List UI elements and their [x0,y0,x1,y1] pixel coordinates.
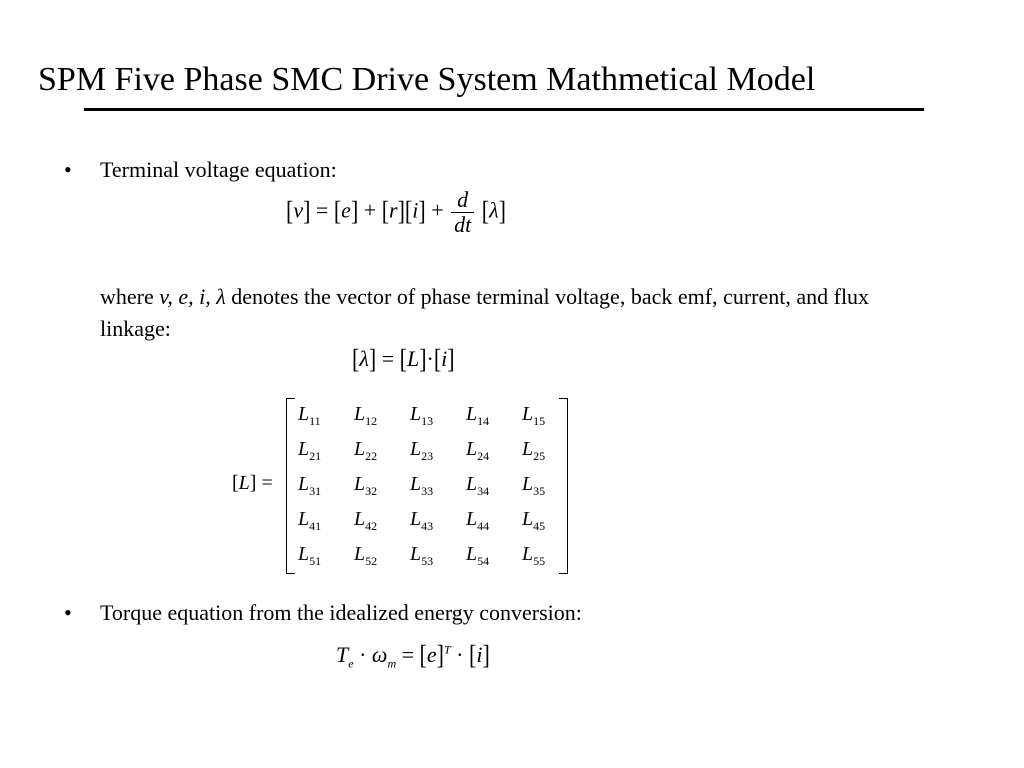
matrix-cell [354,473,410,499]
matrix-cell-symbol: L [298,437,310,460]
matrix-cell-symbol: L [354,402,366,425]
matrix-cell-symbol: L [410,472,422,495]
where-suffix: denotes the vector of phase terminal voltage, back emf, current, and flux linkage: [100,284,870,341]
matrix-cell [298,473,354,499]
slide-title: SPM Five Phase SMC Drive System Mathmetical Model [38,61,816,98]
torque-e: e [426,642,437,667]
matrix-cell-symbol: L [298,472,310,495]
matrix-cell-index: 12 [365,413,378,428]
where-prefix: where [100,284,160,309]
matrix-cell [522,473,578,499]
matrix-cell [466,403,522,429]
matrix-cell [298,403,354,429]
matrix-left-bracket [286,398,295,574]
equation-flux-linkage: [λ] = [L]·[i] [352,342,455,374]
eq-v: v [293,197,304,223]
equation-torque: $T_e \cdot \omega_m = [e]^T \cdot [i]$ [336,638,490,671]
matrix-cell-index: 41 [309,518,322,533]
torque-T: T [336,642,349,667]
matrix-cell-index: 45 [533,518,546,533]
torque-i: i [476,642,483,667]
matrix-cell [410,508,466,534]
eq-plus-1: + [363,197,377,223]
torque-T-sub: e [348,656,354,671]
matrix-cell-index: 21 [309,448,322,463]
matrix-cell-index: 11 [309,413,321,428]
eq-e: e [341,197,351,223]
matrix-cell-index: 31 [309,483,322,498]
eq-equals: = [315,197,329,223]
matrix-cell-index: 51 [309,553,322,568]
matrix-lhs-L: L [238,472,250,494]
matrix-cell [354,438,410,464]
where-variables: v, e, i, λ [159,284,226,309]
matrix-lhs: [L] = [232,472,273,494]
matrix-cell-symbol: L [466,472,478,495]
flux-L: L [406,346,420,371]
eq-r: r [389,197,398,223]
matrix-cell-index: 22 [365,448,378,463]
torque-dot-1: · [359,642,367,667]
equation-terminal-voltage: [v] = [e] + [r][i] + $\frac{d}{dt}$ [λ] [286,187,506,237]
matrix-cell-symbol: L [298,402,310,425]
derivative-fraction [451,188,474,237]
title-underline [84,108,924,111]
bullet-terminal-voltage: Terminal voltage equation: [100,157,337,182]
where-paragraph [100,281,940,345]
matrix-cell-index: 32 [365,483,378,498]
matrix-cell [354,403,410,429]
matrix-cell-symbol: L [522,542,534,565]
matrix-cell [522,543,578,569]
matrix-cell-index: 14 [477,413,490,428]
matrix-cell-index: 54 [477,553,490,568]
matrix-cell [466,508,522,534]
matrix-cell [410,473,466,499]
matrix-cell-symbol: L [410,542,422,565]
flux-i: i [441,346,448,371]
matrix-cell [522,403,578,429]
matrix-cell [522,508,578,534]
matrix-cell-symbol: L [522,472,534,495]
eq-lambda: λ [489,197,499,223]
flux-lambda: λ [359,346,369,371]
flux-dot: · [426,346,434,371]
matrix-cell-index: 55 [533,553,546,568]
torque-omega: ω [371,642,388,667]
matrix-cell-symbol: L [466,542,478,565]
matrix-cell [410,438,466,464]
matrix-cell [298,543,354,569]
matrix-cell-symbol: L [354,472,366,495]
matrix-cell-index: 13 [421,413,434,428]
matrix-cell-index: 23 [421,448,434,463]
matrix-cell-index: 34 [477,483,490,498]
eq-i: i [412,197,419,223]
torque-transpose: T [443,642,451,657]
matrix-lhs-equals: = [261,472,273,494]
matrix-cell-symbol: L [354,437,366,460]
matrix-cell-index: 53 [421,553,434,568]
matrix-cell [354,508,410,534]
matrix-cell-symbol: L [298,507,310,530]
matrix-cell-index: 43 [421,518,434,533]
matrix-cell-index: 42 [365,518,378,533]
matrix-cell-index: 35 [533,483,546,498]
matrix-cell [522,438,578,464]
matrix-cell [466,543,522,569]
matrix-cell-symbol: L [522,507,534,530]
matrix-cell [354,543,410,569]
bullet-marker-2: • [64,600,72,625]
matrix-cell [410,543,466,569]
matrix-cell-index: 44 [477,518,490,533]
matrix-cell-symbol: L [354,542,366,565]
matrix-cell-symbol: L [466,402,478,425]
matrix-cell-index: 24 [477,448,490,463]
matrix-cell-symbol: L [410,507,422,530]
bullet-torque: Torque equation from the idealized energy conversion: [100,600,582,625]
fraction-denominator: dt [454,212,472,237]
matrix-cell [298,438,354,464]
eq-plus-2: + [431,197,444,223]
matrix-cell-index: 25 [533,448,546,463]
matrix-cells [298,398,578,573]
matrix-cell-index: 52 [365,553,378,568]
matrix-cell-symbol: L [466,507,478,530]
matrix-cell [410,403,466,429]
fraction-numerator: d [451,188,474,213]
matrix-cell [298,508,354,534]
matrix-cell-symbol: L [410,402,422,425]
torque-omega-sub: m [387,656,397,671]
torque-equals: = [401,642,415,667]
matrix-cell [466,473,522,499]
matrix-cell-symbol: L [410,437,422,460]
inductance-matrix [286,398,568,574]
matrix-cell [466,438,522,464]
matrix-cell-index: 33 [421,483,434,498]
bullet-marker-1: • [64,157,72,182]
matrix-cell-symbol: L [522,437,534,460]
matrix-cell-index: 15 [533,413,546,428]
torque-dot-2: · [456,642,464,667]
matrix-cell-symbol: L [298,542,310,565]
matrix-cell-symbol: L [466,437,478,460]
matrix-cell-symbol: L [522,402,534,425]
flux-equals: = [381,346,395,371]
matrix-right-bracket [559,398,568,574]
matrix-cell-symbol: L [354,507,366,530]
